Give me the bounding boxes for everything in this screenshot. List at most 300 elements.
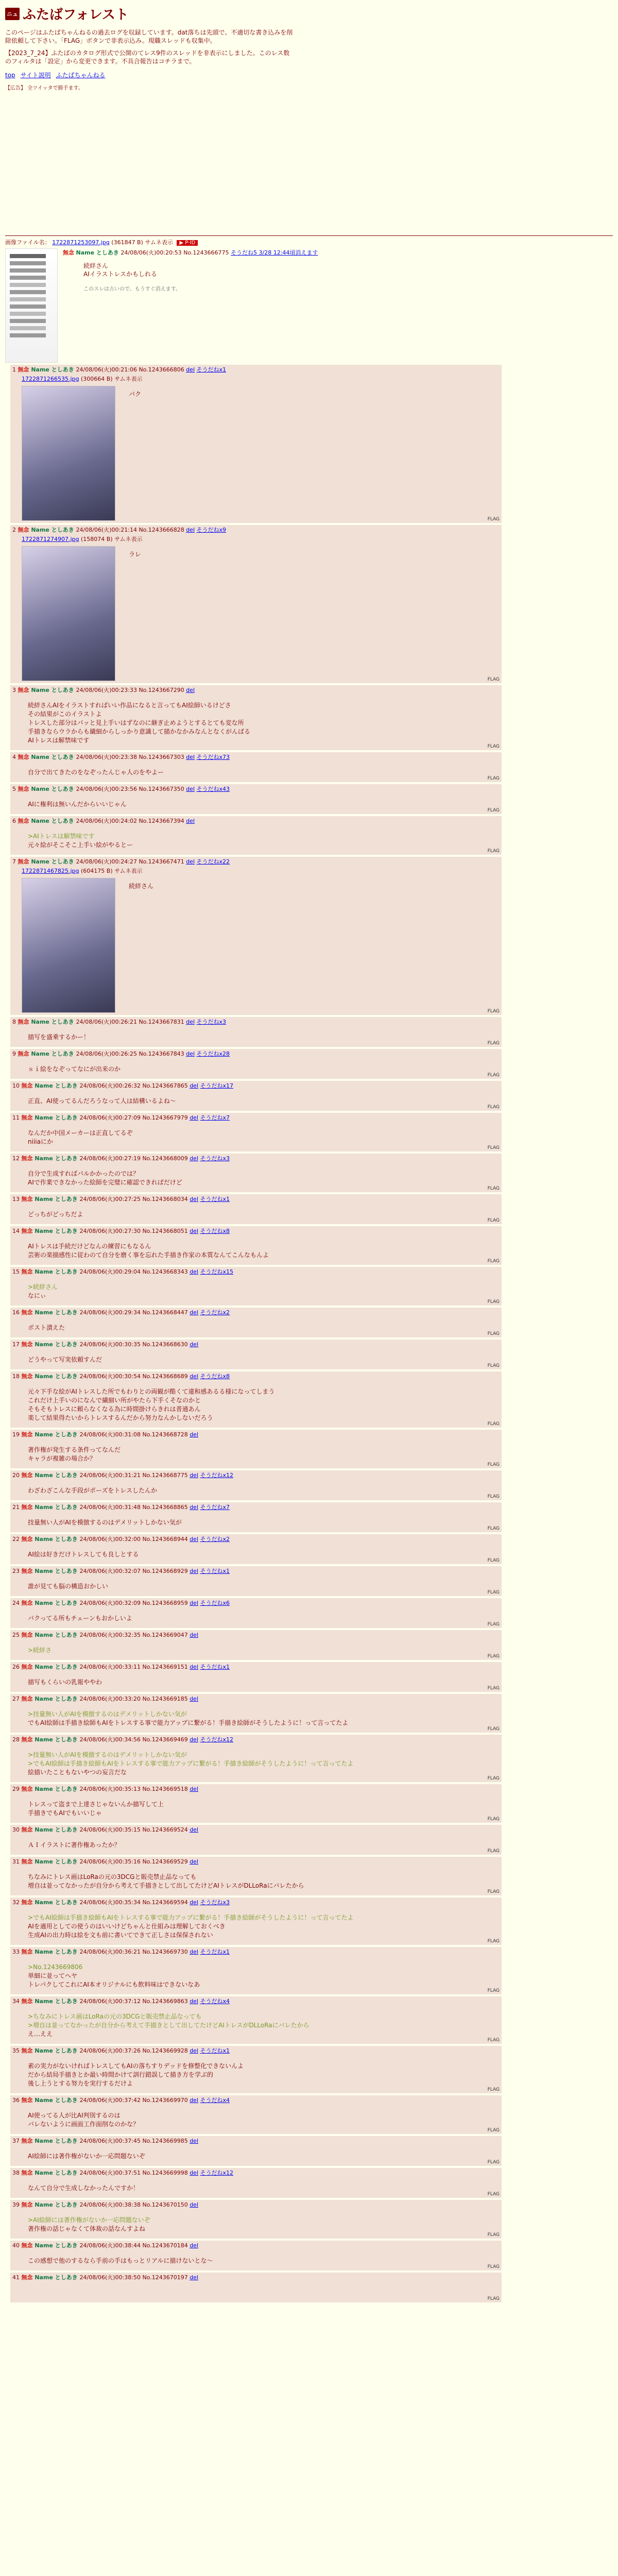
del-link[interactable]: del bbox=[190, 2274, 199, 2281]
post-body-line: キャラが複雑の場合か？ bbox=[28, 1455, 96, 1462]
sodane-link[interactable]: そうだねx43 bbox=[196, 786, 230, 792]
site-title-text: ふたばフォレスト bbox=[23, 7, 129, 23]
post-body-line: これだけ上手いのになんで繊細い所がやたら下手くそなのかと bbox=[28, 1397, 201, 1404]
del-link[interactable]: del bbox=[186, 858, 195, 865]
post-name: Name としあき bbox=[35, 1155, 80, 1162]
post-title: 無念 bbox=[21, 1600, 35, 1606]
reply-post bbox=[10, 1470, 502, 1500]
del-link[interactable]: del bbox=[186, 1019, 195, 1025]
post-index: 3 bbox=[12, 687, 18, 693]
post-date: 24/08/06(火)00:27:19 No.1243668009 bbox=[79, 1155, 190, 1162]
post-image[interactable] bbox=[22, 878, 115, 1013]
post-index: 8 bbox=[12, 1019, 18, 1025]
post-index: 29 bbox=[12, 1786, 22, 1792]
post-name: Name としあき bbox=[35, 1568, 80, 1574]
post-body-line: 著作権の話じゃなくて体裁の話なんすよね bbox=[28, 2225, 146, 2232]
post-body bbox=[129, 550, 141, 678]
post-header bbox=[12, 2096, 499, 2104]
post-title: 無念 bbox=[21, 2047, 35, 2054]
post-title: 無念 bbox=[21, 1826, 35, 1833]
del-link[interactable]: del bbox=[186, 818, 195, 824]
del-link[interactable]: del bbox=[190, 1082, 199, 1089]
sodane-link[interactable]: そうだねx15 bbox=[200, 1268, 234, 1275]
del-link[interactable]: del bbox=[190, 1736, 199, 1743]
post-name: Name としあき bbox=[31, 818, 76, 824]
post-index: 16 bbox=[12, 1309, 22, 1316]
flag-button[interactable]: FLAG bbox=[487, 1726, 500, 1732]
pid-tag[interactable]: ▶ P-ID bbox=[177, 240, 198, 246]
post-title: 無念 bbox=[21, 1736, 35, 1743]
del-link[interactable]: del bbox=[190, 1858, 199, 1865]
post-date: 24/08/06(火)00:35:34 No.1243669594 bbox=[79, 1899, 190, 1906]
post-body-line: 素の実力がないければトレスしてもAIの落ちすりデッドを修整化できないんよ bbox=[28, 2062, 244, 2070]
link-top[interactable]: top bbox=[5, 72, 15, 79]
post-date: 24/08/06(火)00:30:35 No.1243668630 bbox=[79, 1341, 190, 1348]
sodane-link[interactable]: そうだねx1 bbox=[200, 1568, 230, 1574]
del-link[interactable]: del bbox=[186, 754, 195, 760]
flag-button[interactable]: FLAG bbox=[487, 1939, 500, 1944]
post-header bbox=[12, 1948, 499, 1956]
post-header bbox=[12, 1695, 499, 1703]
post-name: Name としあき bbox=[35, 1228, 80, 1234]
flag-button[interactable]: FLAG bbox=[487, 1494, 500, 1499]
post-title: 無念 bbox=[21, 1786, 35, 1792]
post-date: 24/08/06(火)00:35:16 No.1243669529 bbox=[79, 1858, 190, 1865]
post-header bbox=[12, 1567, 499, 1575]
flag-button[interactable]: FLAG bbox=[487, 1526, 500, 1531]
post-body bbox=[28, 1678, 499, 1687]
sodane-link[interactable]: そうだねx12 bbox=[200, 2170, 234, 2176]
file-label: 画像ファイル名： bbox=[5, 239, 50, 246]
flag-button[interactable]: FLAG bbox=[487, 1421, 500, 1427]
del-link[interactable]: del bbox=[190, 1568, 199, 1574]
flag-button[interactable]: FLAG bbox=[487, 1849, 500, 1854]
post-header bbox=[12, 1663, 499, 1671]
reply-post bbox=[10, 1502, 502, 1532]
post-body-line: だから結局手描きとか最い時間かけて訓行錯誤して描き方を学ぶ的 bbox=[28, 2071, 214, 2078]
post-date: 24/08/06(火)00:21:06 No.1243666806 bbox=[76, 366, 186, 373]
flag-button[interactable]: FLAG bbox=[487, 849, 500, 854]
sodane-link[interactable]: そうだねx7 bbox=[200, 1504, 230, 1511]
reply-post bbox=[10, 1996, 502, 2044]
reply-post bbox=[10, 784, 502, 814]
sodane-link[interactable]: そうだねx4 bbox=[200, 2097, 230, 2104]
del-link[interactable]: del bbox=[190, 1536, 199, 1543]
post-body bbox=[28, 701, 499, 745]
del-link[interactable]: del bbox=[190, 1899, 199, 1906]
reply-post bbox=[10, 1226, 502, 1265]
flag-button[interactable]: FLAG bbox=[487, 1073, 500, 1078]
flag-button[interactable]: FLAG bbox=[487, 1558, 500, 1563]
sodane-link[interactable]: そうだねx22 bbox=[196, 858, 230, 865]
del-link[interactable]: del bbox=[190, 1504, 199, 1511]
post-name: Name としあき bbox=[35, 1472, 80, 1479]
post-title: 無念 bbox=[21, 1268, 35, 1275]
reply-post bbox=[10, 1340, 502, 1369]
post-body bbox=[28, 1324, 499, 1332]
reply-post bbox=[10, 2168, 502, 2198]
post-name: Name としあき bbox=[35, 1196, 80, 1202]
post-name: Name としあき bbox=[35, 1899, 80, 1906]
post-body bbox=[28, 1710, 499, 1727]
post-date: 24/08/06(火)00:29:34 No.1243668447 bbox=[79, 1309, 190, 1316]
quote-line: >技量無い人がAIを模倣するのはデメリットしかない気が bbox=[28, 1751, 187, 1758]
post-header bbox=[12, 366, 499, 374]
flag-button[interactable]: FLAG bbox=[487, 2038, 500, 2043]
post-title: 無念 bbox=[21, 1536, 35, 1543]
post-date: 24/08/06(火)00:27:25 No.1243668034 bbox=[79, 1196, 190, 1202]
quote-line: >技量無い人がAIを模倣するのはデメリットしかない気が bbox=[28, 1710, 187, 1718]
post-index: 19 bbox=[12, 1431, 22, 1438]
sodane-link[interactable]: そうだねx73 bbox=[196, 754, 230, 760]
post-file-link[interactable]: 1722871266535.jpg bbox=[22, 376, 79, 382]
op-expiry-note: このスレは古いので、もうすぐ消えます。 bbox=[83, 286, 181, 292]
del-link[interactable]: del bbox=[190, 1155, 199, 1162]
post-header bbox=[12, 1268, 499, 1276]
del-link[interactable]: del bbox=[190, 1268, 199, 1275]
post-header bbox=[12, 817, 499, 825]
flag-button[interactable]: FLAG bbox=[487, 1654, 500, 1659]
flag-button[interactable]: FLAG bbox=[487, 2264, 500, 2269]
post-title: 無念 bbox=[18, 818, 31, 824]
op-sod[interactable]: そうだね5 3/28 12:44頃消えます bbox=[231, 249, 318, 256]
post-body-line: AIに権利は無いんだからいいじゃん bbox=[28, 801, 127, 808]
post-title: 無念 bbox=[21, 1373, 35, 1380]
del-link[interactable]: del bbox=[190, 1948, 199, 1955]
del-link[interactable]: del bbox=[190, 1472, 199, 1479]
post-body bbox=[28, 2111, 499, 2129]
op-title: 無念 bbox=[63, 249, 74, 256]
post-name: Name としあき bbox=[35, 2138, 80, 2144]
post-body-line: 技量無い人がAIを模倣するのはデメリットしかない気が bbox=[28, 1519, 182, 1526]
del-link[interactable]: del bbox=[190, 1632, 199, 1638]
post-body-line: トレスって盗まで上達さじゃないんか描写して上 bbox=[28, 1801, 164, 1808]
post-index: 9 bbox=[12, 1050, 18, 1057]
post-image[interactable] bbox=[22, 546, 115, 681]
post-date: 24/08/06(火)00:38:44 No.1243670184 bbox=[79, 2242, 190, 2249]
post-file-link[interactable]: 1722871467825.jpg bbox=[22, 868, 79, 874]
reply-post bbox=[10, 1735, 502, 1782]
flag-button[interactable]: FLAG bbox=[487, 517, 500, 522]
sodane-link[interactable]: そうだねx1 bbox=[196, 366, 227, 373]
post-title: 無念 bbox=[21, 2274, 35, 2281]
post-index: 13 bbox=[12, 1196, 22, 1202]
flag-button[interactable]: FLAG bbox=[487, 1686, 500, 1691]
del-link[interactable]: del bbox=[190, 1114, 199, 1121]
del-link[interactable]: del bbox=[186, 1050, 195, 1057]
post-body-line: なんだか中国メーカーは正直してるぞ bbox=[28, 1129, 133, 1137]
flag-button[interactable]: FLAG bbox=[487, 2192, 500, 2197]
post-date: 24/08/06(火)00:26:25 No.1243667843 bbox=[76, 1050, 186, 1057]
flag-button[interactable]: FLAG bbox=[487, 1462, 500, 1467]
del-link[interactable]: del bbox=[190, 1431, 199, 1438]
site-title[interactable] bbox=[5, 4, 613, 23]
post-index: 4 bbox=[12, 754, 18, 760]
post-body-line: 手描きならウラからも繊細からしっかり意識して描かなかみなんとなくがんばる bbox=[28, 728, 251, 735]
post-date: 24/08/06(火)00:38:38 No.1243670150 bbox=[79, 2201, 190, 2208]
site-logo: ニュ bbox=[5, 8, 20, 20]
post-title: 無念 bbox=[21, 1998, 35, 2005]
del-link[interactable]: del bbox=[186, 687, 195, 693]
post-date: 24/08/06(火)00:37:45 No.1243669985 bbox=[79, 2138, 190, 2144]
sodane-link[interactable]: そうだねx12 bbox=[200, 1472, 234, 1479]
flag-button[interactable]: FLAG bbox=[487, 2232, 500, 2238]
sodane-link[interactable]: そうだねx2 bbox=[200, 1536, 230, 1543]
del-link[interactable]: del bbox=[190, 1998, 199, 2005]
post-body bbox=[28, 1033, 499, 1042]
intro-text-1: このページはふたばちゃんねるの過去ログを収録しています。dat落ちは先頭で、不適切な書き込みを削除依頼して下さい。「FLAG」ボタンで非表示込み。現職スレッドも収集中。 bbox=[5, 29, 293, 44]
flag-button[interactable]: FLAG bbox=[487, 2087, 500, 2092]
post-body-line: 自分で生成すればパルかかったのでは？ bbox=[28, 1170, 140, 1177]
del-link[interactable]: del bbox=[190, 1600, 199, 1606]
post-index: 21 bbox=[12, 1504, 22, 1511]
sodane-link[interactable]: そうだねx12 bbox=[200, 1736, 234, 1743]
flag-button[interactable]: FLAG bbox=[487, 677, 500, 682]
post-index: 33 bbox=[12, 1948, 22, 1955]
post-index: 5 bbox=[12, 786, 18, 792]
op-date: 24/08/06(火)00:20:53 No.1243666775 bbox=[121, 249, 229, 256]
post-body-line: 楽して結果得たいからトレスするんだから努力なんかしないだろう bbox=[28, 1414, 213, 1421]
post-header bbox=[12, 2242, 499, 2249]
post-body-line: この感想で他のするなら手前の手はもっとリアルに描けないとな～ bbox=[28, 2257, 213, 2264]
post-body-line: バレないように画面工作面削なのかな？ bbox=[28, 2121, 140, 2128]
post-name: Name としあき bbox=[35, 2170, 80, 2176]
flag-button[interactable]: FLAG bbox=[487, 1988, 500, 1993]
reply-post bbox=[10, 857, 502, 1015]
del-link[interactable]: del bbox=[190, 1696, 199, 1702]
del-link[interactable]: del bbox=[190, 2047, 199, 2054]
flag-button[interactable]: FLAG bbox=[487, 1145, 500, 1150]
flag-button[interactable]: FLAG bbox=[487, 1889, 500, 1894]
post-date: 24/08/06(火)00:27:30 No.1243668051 bbox=[79, 1228, 190, 1234]
del-link[interactable]: del bbox=[190, 2097, 199, 2104]
del-link[interactable]: del bbox=[190, 2138, 199, 2144]
flag-button[interactable]: FLAG bbox=[487, 1590, 500, 1595]
post-title: 無念 bbox=[18, 754, 31, 760]
post-header bbox=[12, 526, 499, 534]
post-body bbox=[28, 2184, 499, 2193]
post-title: 無念 bbox=[21, 2097, 35, 2104]
post-body bbox=[28, 2257, 499, 2265]
reply-post bbox=[10, 1598, 502, 1628]
post-name: Name としあき bbox=[35, 1664, 80, 1670]
flag-button[interactable]: FLAG bbox=[487, 1363, 500, 1368]
link-futaba[interactable]: ふたばちゃんねる bbox=[56, 72, 106, 79]
post-header bbox=[12, 1082, 499, 1090]
post-date: 24/08/06(火)00:29:04 No.1243668343 bbox=[79, 1268, 190, 1275]
post-index: 34 bbox=[12, 1998, 22, 2005]
del-link[interactable]: del bbox=[190, 2170, 199, 2176]
flag-button[interactable]: FLAG bbox=[487, 1259, 500, 1264]
flag-button[interactable]: FLAG bbox=[487, 2160, 500, 2165]
op-file-link[interactable]: 1722871253097.jpg bbox=[52, 239, 110, 246]
ad-note: 【広告】 全ツイッタで勝手ます。 bbox=[5, 86, 83, 91]
sodane-link[interactable]: そうだねx8 bbox=[200, 1228, 230, 1234]
post-file-link[interactable]: 1722871274907.jpg bbox=[22, 536, 79, 543]
reply-post bbox=[10, 1630, 502, 1660]
sodane-link[interactable]: そうだねx3 bbox=[196, 1019, 227, 1025]
flag-button[interactable]: FLAG bbox=[487, 1622, 500, 1627]
post-body bbox=[28, 1065, 499, 1074]
flag-button[interactable]: FLAG bbox=[487, 2128, 500, 2133]
flag-button[interactable]: FLAG bbox=[487, 776, 500, 781]
sodane-link[interactable]: そうだねx1 bbox=[200, 1948, 230, 1955]
post-title: 無念 bbox=[21, 1309, 35, 1316]
post-body-line: AIトレスは手続だけどなんの練習にもなるん bbox=[28, 1243, 151, 1250]
flag-button[interactable]: FLAG bbox=[487, 1817, 500, 1822]
op-row bbox=[5, 248, 613, 363]
post-title: 無念 bbox=[18, 527, 31, 533]
post-name: Name としあき bbox=[35, 1826, 80, 1833]
post-title: 無念 bbox=[21, 1155, 35, 1162]
post-body bbox=[129, 390, 141, 518]
post-date: 24/08/06(火)00:27:09 No.1243667979 bbox=[79, 1114, 190, 1121]
post-body bbox=[28, 768, 499, 777]
flag-button[interactable]: FLAG bbox=[487, 1218, 500, 1223]
post-title: 無念 bbox=[21, 1114, 35, 1121]
sodane-link[interactable]: そうだねx28 bbox=[196, 1050, 230, 1057]
post-title: 無念 bbox=[18, 1019, 31, 1025]
flag-button[interactable]: FLAG bbox=[487, 808, 500, 813]
flag-button[interactable]: FLAG bbox=[487, 1105, 500, 1110]
post-image-row bbox=[12, 543, 499, 681]
flag-button[interactable]: FLAG bbox=[487, 1041, 500, 1046]
flag-button[interactable]: FLAG bbox=[487, 1186, 500, 1191]
post-date: 24/08/06(火)00:34:56 No.1243669469 bbox=[79, 1736, 190, 1743]
link-about[interactable]: サイト説明 bbox=[20, 72, 51, 79]
post-header bbox=[12, 1599, 499, 1607]
post-index: 23 bbox=[12, 1568, 22, 1574]
post-body-line: 正直、AI使ってるんだろうなって人は結構いるよね～ bbox=[28, 1097, 176, 1105]
del-link[interactable]: del bbox=[190, 1786, 199, 1792]
post-name: Name としあき bbox=[35, 2242, 80, 2249]
post-index: 7 bbox=[12, 858, 18, 865]
sodane-link[interactable]: そうだねx6 bbox=[200, 1600, 230, 1606]
quote-line: >増自は並ってなかったが自分から考えて手描きとして出してたけどAIトレスがDLLoRaにバレたから bbox=[28, 2022, 310, 2029]
post-name: Name としあき bbox=[35, 1632, 80, 1638]
del-link[interactable]: del bbox=[190, 1373, 199, 1380]
post-header bbox=[12, 1341, 499, 1348]
sodane-link[interactable]: そうだねx1 bbox=[200, 1196, 230, 1202]
post-header bbox=[12, 1997, 499, 2005]
flag-button[interactable]: FLAG bbox=[487, 2296, 500, 2301]
post-body bbox=[28, 2289, 499, 2297]
sodane-link[interactable]: そうだねx3 bbox=[200, 1155, 230, 1162]
quote-line: >AIトレスは解禁味です bbox=[28, 833, 95, 840]
post-header bbox=[12, 686, 499, 694]
reply-post bbox=[10, 2200, 502, 2239]
sodane-link[interactable]: そうだねx2 bbox=[200, 1309, 230, 1316]
post-body-line: 後し上うとする努力を実行するだけよ bbox=[28, 2080, 133, 2087]
post-name: Name としあき bbox=[35, 1114, 80, 1121]
del-link[interactable]: del bbox=[190, 1196, 199, 1202]
sodane-link[interactable]: そうだねx7 bbox=[200, 1114, 230, 1121]
post-title: 無念 bbox=[21, 1632, 35, 1638]
sodane-link[interactable]: そうだねx17 bbox=[200, 1082, 234, 1089]
post-body-line: 元々絵がそこそこ上手い絵がやるとー bbox=[28, 841, 133, 849]
post-body-line: 著作権が発生する条件ってなんだ bbox=[28, 1446, 121, 1453]
post-header bbox=[12, 1114, 499, 1122]
post-index: 14 bbox=[12, 1228, 22, 1234]
post-body bbox=[129, 882, 153, 1010]
post-date: 24/08/06(火)00:31:21 No.1243668775 bbox=[79, 1472, 190, 1479]
post-name: Name としあき bbox=[35, 2097, 80, 2104]
post-body bbox=[28, 2152, 499, 2161]
reply-post bbox=[10, 816, 502, 855]
post-image[interactable] bbox=[22, 386, 115, 521]
post-file-meta: (300664 B) サムネ表示 bbox=[79, 376, 143, 382]
flag-button[interactable]: FLAG bbox=[487, 1299, 500, 1304]
del-link[interactable]: del bbox=[190, 1826, 199, 1833]
sodane-link[interactable]: そうだねx4 bbox=[200, 1998, 230, 2005]
del-link[interactable]: del bbox=[186, 527, 195, 533]
post-index: 32 bbox=[12, 1899, 22, 1906]
post-header bbox=[12, 2201, 499, 2209]
sodane-link[interactable]: そうだねx3 bbox=[200, 1899, 230, 1906]
post-date: 24/08/06(火)00:33:20 No.1243669185 bbox=[79, 1696, 190, 1702]
quote-line: >ちなみにトレス画はLoRaの元の3DCGと販売禁止品なっても bbox=[28, 2013, 202, 2020]
del-link[interactable]: del bbox=[190, 2242, 199, 2249]
post-header bbox=[12, 858, 499, 866]
post-body-line: なにぃ bbox=[28, 1292, 46, 1299]
del-link[interactable]: del bbox=[190, 1309, 199, 1316]
op-thumbnail[interactable] bbox=[5, 248, 58, 363]
post-body bbox=[28, 1387, 499, 1422]
post-title: 無念 bbox=[21, 1431, 35, 1438]
post-date: 24/08/06(火)00:21:14 No.1243666828 bbox=[76, 527, 186, 533]
del-link[interactable]: del bbox=[190, 1664, 199, 1670]
post-index: 22 bbox=[12, 1536, 22, 1543]
sodane-link[interactable]: そうだねx1 bbox=[200, 2047, 230, 2054]
del-link[interactable]: del bbox=[190, 2201, 199, 2208]
quote-line: >AI絵師には著作権がないか一応問題ないぞ bbox=[28, 2216, 150, 2224]
post-index: 26 bbox=[12, 1664, 22, 1670]
quote-line: >でもAI絵師は手描き絵師もAIをトレスする事で能力アップに繋がる！手描き絵師がそうしたように！って言ってたよ bbox=[28, 1760, 354, 1767]
flag-button[interactable]: FLAG bbox=[487, 744, 500, 749]
post-name: Name としあき bbox=[31, 786, 76, 792]
reply-post bbox=[10, 2095, 502, 2134]
post-header bbox=[12, 1195, 499, 1203]
del-link[interactable]: del bbox=[186, 786, 195, 792]
op-body-line: 続絆さん bbox=[83, 262, 109, 269]
flag-button[interactable]: FLAG bbox=[487, 1009, 500, 1014]
post-index: 30 bbox=[12, 1826, 22, 1833]
sodane-link[interactable]: そうだねx1 bbox=[200, 1664, 230, 1670]
post-date: 24/08/06(火)00:30:54 No.1243668689 bbox=[79, 1373, 190, 1380]
reply-post bbox=[10, 1857, 502, 1895]
post-image-row bbox=[12, 383, 499, 521]
del-link[interactable]: del bbox=[190, 1341, 199, 1348]
post-header bbox=[12, 1631, 499, 1639]
sodane-link[interactable]: そうだねx8 bbox=[200, 1373, 230, 1380]
post-date: 24/08/06(火)00:32:00 No.1243668944 bbox=[79, 1536, 190, 1543]
post-index: 20 bbox=[12, 1472, 22, 1479]
post-index: 31 bbox=[12, 1858, 22, 1865]
post-header bbox=[12, 1858, 499, 1866]
post-body-line: ポスト潰えた bbox=[28, 1324, 65, 1331]
post-file-info bbox=[22, 867, 499, 875]
sodane-link[interactable]: そうだねx9 bbox=[196, 527, 227, 533]
post-body-line: なんて自分で生成しなかったんですか！ bbox=[28, 2184, 140, 2192]
post-name: Name としあき bbox=[35, 1082, 80, 1089]
flag-button[interactable]: FLAG bbox=[487, 1331, 500, 1336]
del-link[interactable]: del bbox=[190, 1228, 199, 1234]
flag-button[interactable]: FLAG bbox=[487, 1776, 500, 1781]
del-link[interactable]: del bbox=[186, 366, 195, 373]
post-body-line: トレパクしてこれにAI本オリジナルにも飲料味はできないなあ bbox=[28, 1981, 200, 1988]
post-body-line: ｓｉ絵をなぞってなにが出来のか bbox=[28, 1065, 121, 1073]
post-header bbox=[12, 2169, 499, 2177]
